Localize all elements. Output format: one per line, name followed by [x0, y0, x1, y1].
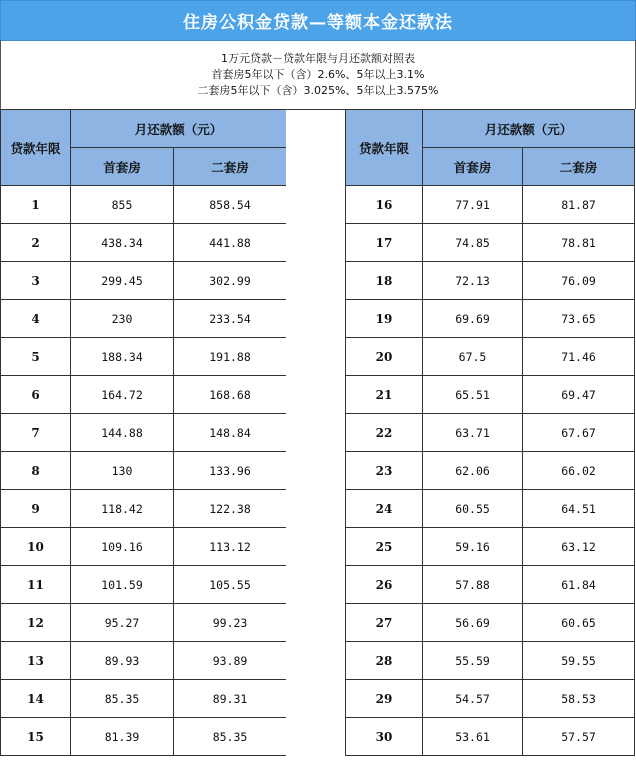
first-home-cell: 101.59: [71, 566, 174, 604]
table-row: [1, 300, 287, 338]
term-cell: 16: [346, 186, 423, 224]
term-cell: 2: [1, 224, 71, 262]
first-home-cell: 65.51: [423, 376, 523, 414]
term-cell: 12: [1, 604, 71, 642]
first-home-cell: 81.39: [71, 718, 174, 756]
second-home-cell: 191.88: [174, 338, 287, 376]
first-home-cell: 72.13: [423, 262, 523, 300]
first-home-cell: 299.45: [71, 262, 174, 300]
table-row: [346, 186, 635, 224]
first-home-cell: 67.5: [423, 338, 523, 376]
table-row: [346, 224, 635, 262]
term-cell: 29: [346, 680, 423, 718]
repayment-table-right: [345, 109, 635, 756]
second-home-cell: 76.09: [523, 262, 635, 300]
term-cell: 19: [346, 300, 423, 338]
second-home-cell: 99.23: [174, 604, 287, 642]
term-cell: 21: [346, 376, 423, 414]
first-home-cell: 164.72: [71, 376, 174, 414]
term-cell: 7: [1, 414, 71, 452]
second-home-cell: 57.57: [523, 718, 635, 756]
second-home-cell: 63.12: [523, 528, 635, 566]
term-cell: 25: [346, 528, 423, 566]
second-home-cell: 133.96: [174, 452, 287, 490]
second-home-cell: 73.65: [523, 300, 635, 338]
second-home-cell: 61.84: [523, 566, 635, 604]
table-row: [346, 490, 635, 528]
term-cell: 22: [346, 414, 423, 452]
second-home-cell: 85.35: [174, 718, 287, 756]
first-home-cell: 74.85: [423, 224, 523, 262]
table-row: [346, 300, 635, 338]
table-row: [346, 376, 635, 414]
table-row: [346, 566, 635, 604]
table-row: [1, 528, 287, 566]
term-cell: 17: [346, 224, 423, 262]
term-cell: 1: [1, 186, 71, 224]
table-gap: [286, 109, 345, 760]
table-row: [346, 642, 635, 680]
second-home-cell: 302.99: [174, 262, 287, 300]
second-home-cell: 58.53: [523, 680, 635, 718]
second-home-cell: 71.46: [523, 338, 635, 376]
header-second-home: 二套房: [174, 148, 287, 186]
header-monthly-payment: 月还款额（元）: [71, 110, 287, 148]
term-cell: 6: [1, 376, 71, 414]
term-cell: 11: [1, 566, 71, 604]
first-home-cell: 53.61: [423, 718, 523, 756]
second-home-cell: 64.51: [523, 490, 635, 528]
term-cell: 24: [346, 490, 423, 528]
table-row: [1, 680, 287, 718]
table-row: [1, 186, 287, 224]
table-row: [1, 376, 287, 414]
term-cell: 13: [1, 642, 71, 680]
table-row: [346, 414, 635, 452]
second-home-cell: 122.38: [174, 490, 287, 528]
term-cell: 28: [346, 642, 423, 680]
term-cell: 20: [346, 338, 423, 376]
first-home-cell: 55.59: [423, 642, 523, 680]
page-title: 住房公积金贷款—等额本金还款法: [0, 0, 636, 41]
first-home-cell: 89.93: [71, 642, 174, 680]
table-row: [346, 338, 635, 376]
description-line: 1万元贷款－贷款年限与月还款额对照表: [221, 51, 415, 65]
second-home-cell: 105.55: [174, 566, 287, 604]
first-home-cell: 109.16: [71, 528, 174, 566]
table-row: [1, 718, 287, 756]
term-cell: 27: [346, 604, 423, 642]
table-row: [1, 642, 287, 680]
header-first-home: 首套房: [423, 148, 523, 186]
table-row: [1, 262, 287, 300]
first-home-cell: 95.27: [71, 604, 174, 642]
table-row: [346, 452, 635, 490]
second-home-cell: 168.68: [174, 376, 287, 414]
table-row: [346, 528, 635, 566]
first-home-cell: 54.57: [423, 680, 523, 718]
second-home-cell: 60.65: [523, 604, 635, 642]
header-monthly-payment: 月还款额（元）: [423, 110, 635, 148]
term-cell: 5: [1, 338, 71, 376]
header-first-home: 首套房: [71, 148, 174, 186]
first-home-cell: 188.34: [71, 338, 174, 376]
second-home-cell: 93.89: [174, 642, 287, 680]
table-row: [1, 338, 287, 376]
first-home-cell: 144.88: [71, 414, 174, 452]
table-row: [1, 604, 287, 642]
first-home-cell: 69.69: [423, 300, 523, 338]
table-row: [1, 452, 287, 490]
table-description: [0, 40, 636, 109]
table-row: [1, 224, 287, 262]
second-home-cell: 148.84: [174, 414, 287, 452]
second-home-cell: 59.55: [523, 642, 635, 680]
first-home-cell: 62.06: [423, 452, 523, 490]
first-home-cell: 77.91: [423, 186, 523, 224]
description-line: 二套房5年以下（含）3.025%、5年以上3.575%: [197, 83, 439, 97]
second-home-cell: 78.81: [523, 224, 635, 262]
first-home-cell: 56.69: [423, 604, 523, 642]
second-home-cell: 67.67: [523, 414, 635, 452]
repayment-table-left: [0, 109, 287, 756]
first-home-cell: 438.34: [71, 224, 174, 262]
description-line: 首套房5年以下（含）2.6%、5年以上3.1%: [211, 67, 425, 81]
first-home-cell: 60.55: [423, 490, 523, 528]
first-home-cell: 230: [71, 300, 174, 338]
second-home-cell: 858.54: [174, 186, 287, 224]
term-cell: 9: [1, 490, 71, 528]
term-cell: 15: [1, 718, 71, 756]
second-home-cell: 441.88: [174, 224, 287, 262]
header-term: 贷款年限: [1, 110, 71, 186]
second-home-cell: 81.87: [523, 186, 635, 224]
second-home-cell: 113.12: [174, 528, 287, 566]
first-home-cell: 63.71: [423, 414, 523, 452]
table-row: [346, 604, 635, 642]
header-term: 贷款年限: [346, 110, 423, 186]
term-cell: 18: [346, 262, 423, 300]
table-row: [1, 490, 287, 528]
table-row: [346, 718, 635, 756]
term-cell: 3: [1, 262, 71, 300]
table-row: [346, 262, 635, 300]
first-home-cell: 85.35: [71, 680, 174, 718]
second-home-cell: 89.31: [174, 680, 287, 718]
second-home-cell: 233.54: [174, 300, 287, 338]
term-cell: 14: [1, 680, 71, 718]
first-home-cell: 855: [71, 186, 174, 224]
first-home-cell: 130: [71, 452, 174, 490]
term-cell: 26: [346, 566, 423, 604]
header-second-home: 二套房: [523, 148, 635, 186]
table-row: [1, 566, 287, 604]
first-home-cell: 59.16: [423, 528, 523, 566]
term-cell: 10: [1, 528, 71, 566]
second-home-cell: 69.47: [523, 376, 635, 414]
second-home-cell: 66.02: [523, 452, 635, 490]
term-cell: 23: [346, 452, 423, 490]
term-cell: 4: [1, 300, 71, 338]
first-home-cell: 57.88: [423, 566, 523, 604]
table-row: [346, 680, 635, 718]
term-cell: 30: [346, 718, 423, 756]
first-home-cell: 118.42: [71, 490, 174, 528]
table-row: [1, 414, 287, 452]
term-cell: 8: [1, 452, 71, 490]
